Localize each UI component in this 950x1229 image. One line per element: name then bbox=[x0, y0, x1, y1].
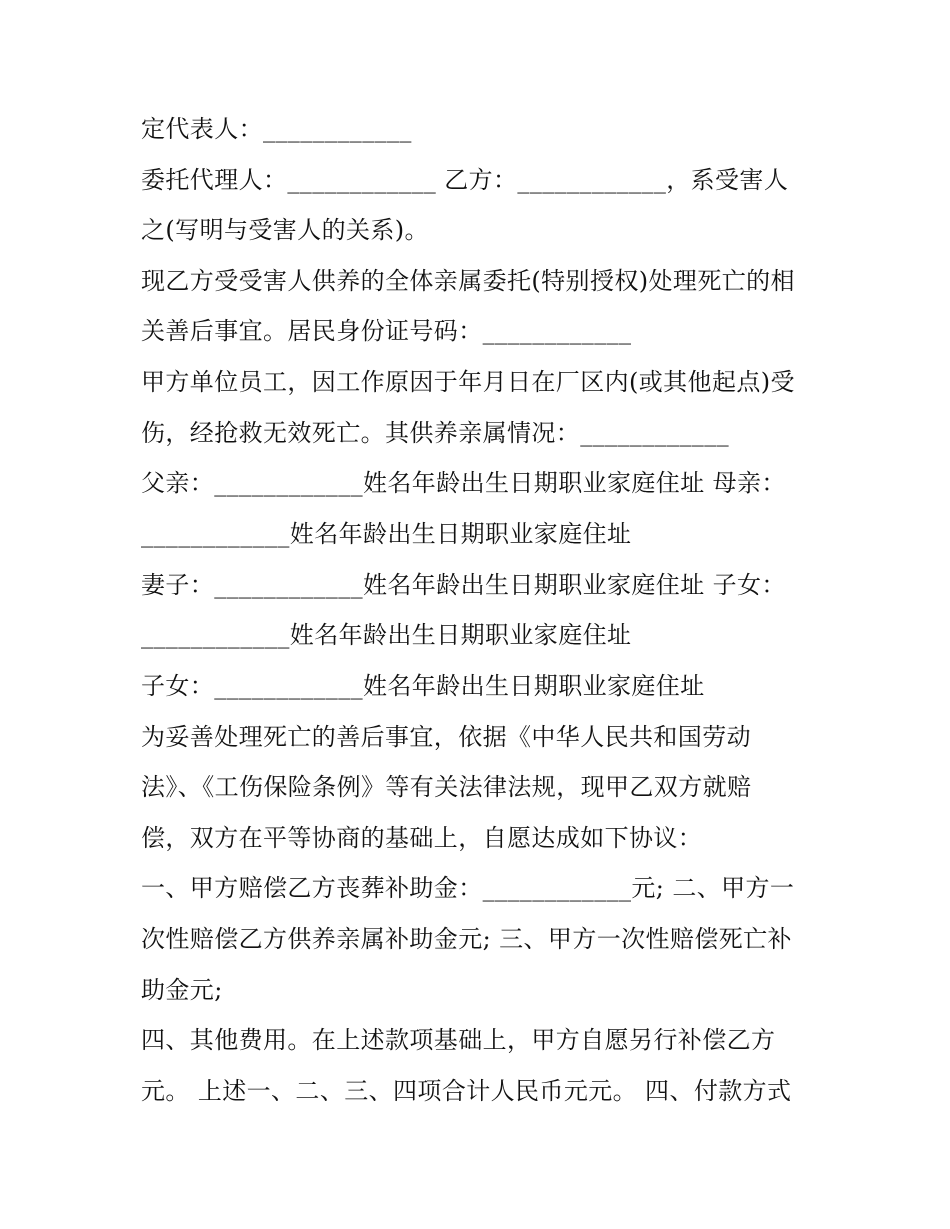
text-line: 定代表人：____________ bbox=[141, 115, 412, 143]
text-line: 父亲：____________姓名年龄出生日期职业家庭住址 母亲： bbox=[141, 469, 786, 497]
text-line: 现乙方受受害人供养的全体亲属委托(特别授权)处理死亡的相 bbox=[141, 267, 795, 295]
text-line: 一、甲方赔偿乙方丧葬补助金：____________元; 二、甲方一 bbox=[141, 874, 795, 902]
text-line: 助金元; bbox=[141, 976, 223, 1004]
text-line: 四、其他费用。在上述款项基础上，甲方自愿另行补偿乙方 bbox=[141, 1026, 776, 1054]
text-line: 偿，双方在平等协商的基础上，自愿达成如下协议： bbox=[141, 824, 703, 852]
text-line: 委托代理人：____________ 乙方：____________，系受害人 bbox=[141, 166, 789, 194]
text-line: 次性赔偿乙方供养亲属补助金元; 三、甲方一次性赔偿死亡补 bbox=[141, 925, 792, 953]
text-line: 法》、《工伤保险条例》等有关法律法规，现甲乙双方就赔 bbox=[141, 773, 752, 801]
text-line: 妻子：____________姓名年龄出生日期职业家庭住址 子女： bbox=[141, 571, 786, 599]
text-line: 甲方单位员工，因工作原因于年月日在厂区内(或其他起点)受 bbox=[141, 368, 795, 396]
text-line: ____________姓名年龄出生日期职业家庭住址 bbox=[141, 621, 632, 649]
text-line: 之(写明与受害人的关系)。 bbox=[141, 216, 429, 244]
text-line: 伤，经抢救无效死亡。其供养亲属情况：____________ bbox=[141, 419, 729, 447]
text-line: 为妥善处理死亡的善后事宜，依据《中华人民共和国劳动 bbox=[141, 723, 751, 751]
text-line: 元。 上述一、二、三、四项合计人民币元元。 四、付款方式 bbox=[141, 1077, 792, 1105]
text-line: 关善后事宜。居民身份证号码：____________ bbox=[141, 317, 632, 345]
text-line: 子女：____________姓名年龄出生日期职业家庭住址 bbox=[141, 672, 705, 700]
text-line: ____________姓名年龄出生日期职业家庭住址 bbox=[141, 520, 632, 548]
